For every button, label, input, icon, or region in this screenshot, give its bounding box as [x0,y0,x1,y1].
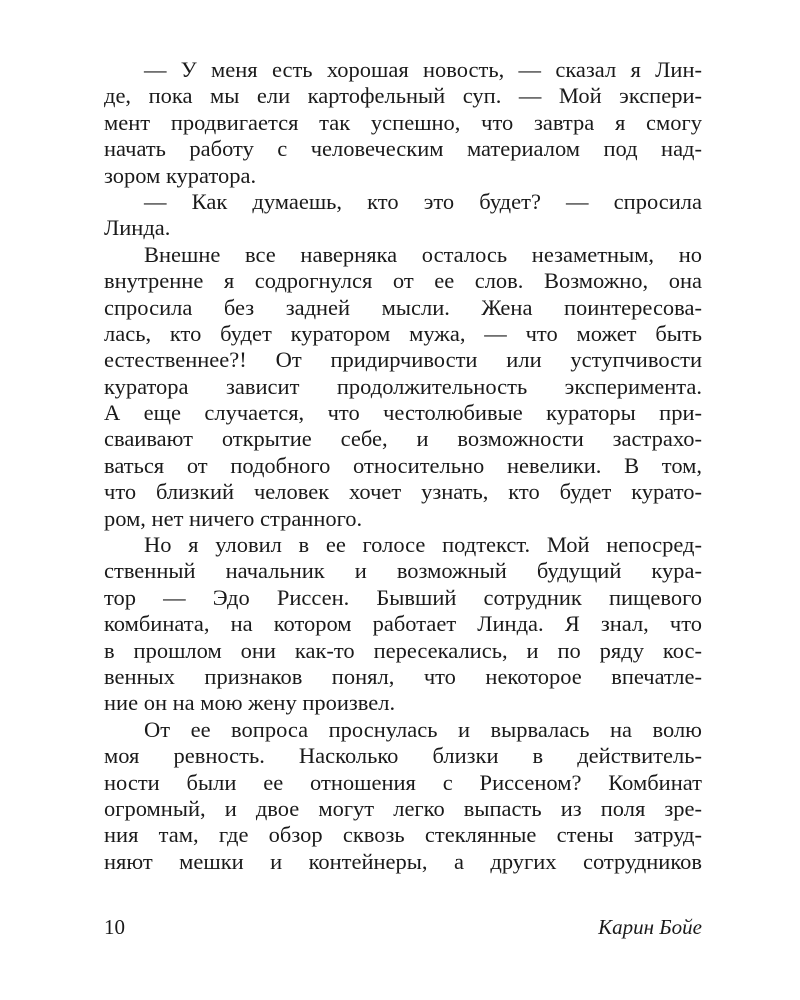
text-line: ром, нет ничего странного. [104,505,363,531]
text-line: Но я уловил в ее голосе подтекст. Мой непосред- [144,532,702,558]
text-line: венных признаков понял, что некоторое впечатле- [104,663,702,689]
text-line: — У меня есть хорошая новость, — сказал я Лин- [144,57,702,82]
text-line: в прошлом они как-то пересекались, и по ряду кос- [104,637,702,663]
page-number: 10 [104,915,125,939]
text-line: спросила без задней мысли. Жена поинтересова- [104,294,702,320]
text-line: ния там, где обзор сквозь стеклянные стены затруд- [104,822,702,848]
running-footer-author: Карин Бойе [598,915,702,939]
text-line: сваивают открытие себе, и возможности застрахо- [104,426,702,452]
text-line: моя ревность. Насколько близки в действитель- [104,743,702,769]
text-line: — Как думаешь, кто это будет? — спросила [144,188,702,214]
text-line: что близкий человек хочет узнать, кто будет курато- [104,479,702,505]
text-line: огромный, и двое могут легко выпасть из поля зре- [104,795,702,821]
text-line: зором куратора. [104,162,257,188]
text-line: естественнее?! От придирчивости или уступчивости [104,347,702,373]
text-line: ственный начальник и возможный будущий кура- [104,558,702,584]
text-line: мент продвигается так успешно, что завтра я смогу [104,109,702,135]
text-line: куратора зависит продолжительность эксперимента. [104,373,702,399]
text-line: А еще случается, что честолюбивые кураторы при- [104,400,702,426]
text-line: Внешне все наверняка осталось незаметным, но [144,241,702,267]
text-line: де, пока мы ели картофельный суп. — Мой экспери- [104,83,702,109]
text-line: комбината, на котором работает Линда. Я знал, что [104,611,702,637]
text-line: Линда. [104,215,171,241]
text-line: ности были ее отношения с Риссеном? Комбинат [104,769,702,795]
text-line: ние он на мою жену произвел. [104,690,396,716]
text-line: От ее вопроса проснулась и вырвалась на волю [144,716,702,742]
text-line: начать работу с человеческим материалом под над- [104,136,702,162]
page-body-text [104,57,702,875]
text-line: тор — Эдо Риссен. Бывший сотрудник пищевого [104,584,702,610]
text-line: внутренне я содрогнулся от ее слов. Возможно, она [104,268,702,294]
text-line: няют мешки и контейнеры, а других сотрудников [104,848,702,874]
text-line: лась, кто будет куратором мужа, — что может быть [104,320,702,346]
text-line: ваться от подобного относительно невелики. В том, [104,452,702,478]
